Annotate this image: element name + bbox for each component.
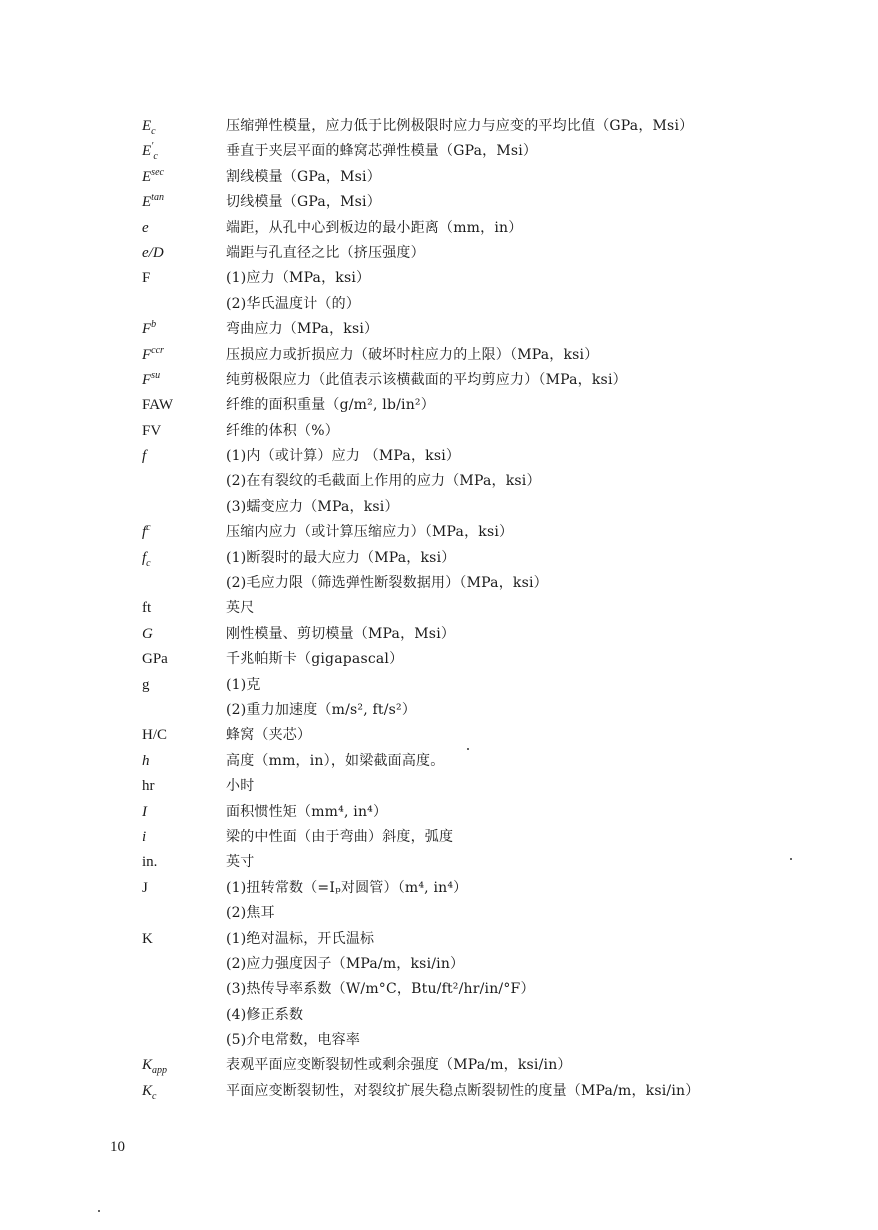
glossary-entry — [0, 927, 878, 952]
glossary-entry — [0, 216, 878, 241]
symbol-base: f — [142, 549, 147, 566]
symbol-base: E — [142, 118, 152, 134]
glossary-entry — [0, 317, 878, 342]
entry-symbol — [142, 749, 150, 774]
symbol-superscript: su — [151, 369, 161, 381]
glossary-entry-continuation — [0, 977, 878, 1002]
glossary-entry-continuation — [0, 495, 878, 520]
symbol-base: g — [142, 676, 150, 693]
entry-definition: 英寸 — [226, 854, 255, 871]
glossary-entry — [0, 520, 878, 545]
entry-definition: 小时 — [226, 778, 255, 795]
entry-symbol — [142, 1079, 156, 1104]
entry-definition: (1)断裂时的最大应力（MPa，ksi） — [226, 549, 456, 566]
entry-definition: 垂直于夹层平面的蜂窝芯弹性模量（GPa，Msi） — [226, 143, 538, 160]
entry-definition: (2)重力加速度（m/s², ft/s²） — [226, 701, 417, 718]
symbol-base: K — [142, 1057, 153, 1074]
glossary-entry-continuation — [0, 901, 878, 926]
symbol-base: E — [142, 168, 152, 185]
glossary-entry — [0, 622, 878, 647]
entry-definition: (1)扭转常数（=Iₚ对圆管）（m⁴, in⁴） — [226, 879, 468, 896]
symbol-base: e/D — [142, 244, 164, 261]
entry-definition: (4)修正系数 — [226, 1006, 304, 1023]
glossary-entry-continuation — [0, 1003, 878, 1028]
symbol-superscript: c — [146, 522, 151, 534]
symbol-base: FV — [142, 422, 162, 439]
entry-symbol — [142, 622, 153, 647]
glossary-entry — [0, 1079, 878, 1104]
entry-definition: 刚性模量、剪切模量（MPa，Msi） — [226, 625, 456, 642]
glossary-entry-continuation — [0, 571, 878, 596]
entry-symbol — [142, 825, 146, 850]
entry-definition: 英尺 — [226, 600, 255, 617]
entry-symbol — [142, 876, 148, 901]
symbol-base: FAW — [142, 397, 174, 414]
entry-symbol — [142, 419, 161, 444]
glossary-entry — [0, 241, 878, 266]
symbol-base: J — [142, 879, 148, 896]
entry-definition: 高度（mm，in），如梁截面高度。 — [226, 752, 445, 769]
entry-symbol — [142, 647, 168, 672]
entry-definition: 压损应力或折损应力（破坏时柱应力的上限）（MPa，ksi） — [226, 346, 599, 363]
symbol-base: e — [142, 219, 149, 236]
symbol-base: I — [142, 803, 147, 820]
glossary-list — [0, 114, 878, 1104]
glossary-entry — [0, 114, 878, 139]
glossary-entry — [0, 546, 878, 571]
glossary-entry-continuation — [0, 292, 878, 317]
symbol-base: GPa — [142, 651, 168, 668]
glossary-entry-continuation — [0, 952, 878, 977]
entry-definition: 割线模量（GPa，Msi） — [226, 168, 381, 185]
symbol-base: F — [142, 371, 152, 388]
entry-definition: 压缩弹性模量，应力低于比例极限时应力与应变的平均比值（GPa，Msi） — [226, 118, 694, 134]
entry-symbol — [142, 800, 147, 825]
symbol-superscript: tan — [151, 192, 164, 204]
entry-definition: (2)在有裂纹的毛截面上作用的应力（MPa，ksi） — [226, 473, 541, 490]
glossary-entry — [0, 444, 878, 469]
entry-definition: 切线模量（GPa，Msi） — [226, 194, 381, 211]
glossary-entry — [0, 190, 878, 215]
glossary-entry — [0, 774, 878, 799]
symbol-base: F — [142, 321, 152, 338]
entry-symbol — [142, 241, 164, 266]
symbol-base: F — [142, 270, 151, 287]
symbol-base: hr — [142, 778, 155, 795]
entry-symbol — [142, 1053, 167, 1078]
scan-speck — [98, 1210, 100, 1212]
entry-definition: (2)焦耳 — [226, 905, 275, 922]
entry-symbol — [142, 266, 150, 291]
symbol-subscript: c — [151, 126, 156, 137]
entry-symbol — [142, 546, 151, 571]
entry-definition: 纤维的体积（%） — [226, 422, 339, 439]
entry-definition: (3)热传导率系数（W/m°C，Btu/ft²/hr/in/°F） — [226, 981, 535, 998]
scan-speck — [790, 858, 792, 860]
entry-symbol — [142, 927, 153, 952]
entry-definition: (2)华氏温度计（的） — [226, 295, 361, 312]
entry-definition: 压缩内应力（或计算压缩应力）（MPa，ksi） — [226, 524, 514, 541]
entry-symbol — [142, 723, 167, 748]
entry-definition: 弯曲应力（MPa，ksi） — [226, 321, 379, 338]
symbol-subscript: c — [152, 1090, 157, 1102]
symbol-base: i — [142, 828, 147, 845]
symbol-base: K — [142, 1082, 153, 1099]
symbol-base: H/C — [142, 727, 168, 744]
glossary-entry — [0, 1053, 878, 1078]
glossary-entry — [0, 800, 878, 825]
entry-definition: (2)毛应力限（筛选弹性断裂数据用）（MPa，ksi） — [226, 575, 548, 592]
glossary-entry — [0, 165, 878, 190]
entry-definition: (3)蠕变应力（MPa，ksi） — [226, 498, 399, 515]
entry-definition: (1)应力（MPa，ksi） — [226, 270, 371, 287]
glossary-entry — [0, 723, 878, 748]
page-number: 10 — [110, 1139, 125, 1155]
symbol-superscript: ′ — [151, 141, 154, 153]
entry-symbol — [142, 190, 164, 215]
scan-speck — [467, 748, 469, 750]
glossary-entry — [0, 419, 878, 444]
symbol-base: G — [142, 625, 153, 642]
entry-symbol — [142, 139, 158, 164]
entry-symbol — [142, 673, 150, 698]
glossary-entry — [0, 825, 878, 850]
entry-definition: 梁的中性面（由于弯曲）斜度，弧度 — [226, 828, 454, 845]
glossary-entry — [0, 596, 878, 621]
entry-definition: 表观平面应变断裂韧性或剩余强度（MPa/m，ksi/in） — [226, 1057, 572, 1074]
symbol-base: f — [142, 524, 147, 541]
glossary-entry — [0, 393, 878, 418]
entry-symbol — [142, 216, 149, 241]
glossary-entry — [0, 876, 878, 901]
symbol-subscript: c — [153, 151, 158, 163]
entry-definition: 纤维的面积重量（g/m², lb/in²） — [226, 397, 435, 414]
glossary-entry — [0, 343, 878, 368]
glossary-entry — [0, 139, 878, 164]
glossary-entry — [0, 266, 878, 291]
glossary-entry — [0, 850, 878, 875]
entry-definition: 面积惯性矩（mm⁴, in⁴） — [226, 803, 388, 820]
entry-symbol — [142, 343, 164, 368]
symbol-base: F — [142, 346, 152, 363]
entry-symbol — [142, 317, 156, 342]
symbol-superscript: b — [151, 319, 157, 331]
entry-symbol — [142, 114, 156, 139]
entry-definition: 端距与孔直径之比（挤压强度） — [226, 244, 425, 261]
entry-definition: 蜂窝（夹芯） — [226, 727, 312, 744]
entry-definition: (2)应力强度因子（MPa/m，ksi/in） — [226, 955, 465, 972]
symbol-base: h — [142, 752, 150, 769]
entry-symbol — [142, 596, 151, 621]
glossary-entry-continuation — [0, 698, 878, 723]
symbol-base: f — [142, 448, 147, 465]
entry-symbol — [142, 850, 157, 875]
symbol-subscript: c — [146, 557, 151, 569]
entry-definition: 千兆帕斯卡（gigapascal） — [226, 651, 404, 668]
symbol-base: E — [142, 194, 152, 211]
entry-definition: (5)介电常数，电容率 — [226, 1032, 361, 1049]
entry-symbol — [142, 520, 151, 545]
glossary-entry — [0, 368, 878, 393]
symbol-base: in. — [142, 854, 158, 871]
symbol-subscript: app — [152, 1065, 168, 1077]
glossary-entry — [0, 673, 878, 698]
entry-definition: (1)克 — [226, 676, 261, 693]
entry-definition: 平面应变断裂韧性，对裂纹扩展失稳点断裂韧性的度量（MPa/m，ksi/in） — [226, 1082, 700, 1099]
glossary-entry — [0, 647, 878, 672]
glossary-entry-continuation — [0, 469, 878, 494]
entry-symbol — [142, 393, 173, 418]
symbol-base: E — [142, 143, 152, 160]
glossary-entry-continuation — [0, 1028, 878, 1053]
entry-symbol — [142, 774, 155, 799]
symbol-superscript: sec — [151, 166, 164, 178]
entry-definition: (1)内（或计算）应力 （MPa，ksi） — [226, 448, 461, 465]
entry-definition: 纯剪极限应力（此值表示该横截面的平均剪应力）（MPa，ksi） — [226, 371, 627, 388]
entry-definition: (1)绝对温标，开氏温标 — [226, 930, 375, 947]
entry-symbol — [142, 444, 146, 469]
glossary-entry — [0, 749, 878, 774]
symbol-superscript: ccr — [151, 344, 164, 356]
entry-definition: 端距，从孔中心到板边的最小距离（mm，in） — [226, 219, 523, 236]
entry-symbol — [142, 165, 164, 190]
symbol-base: ft — [142, 600, 152, 617]
symbol-base: K — [142, 930, 153, 947]
entry-symbol — [142, 368, 160, 393]
